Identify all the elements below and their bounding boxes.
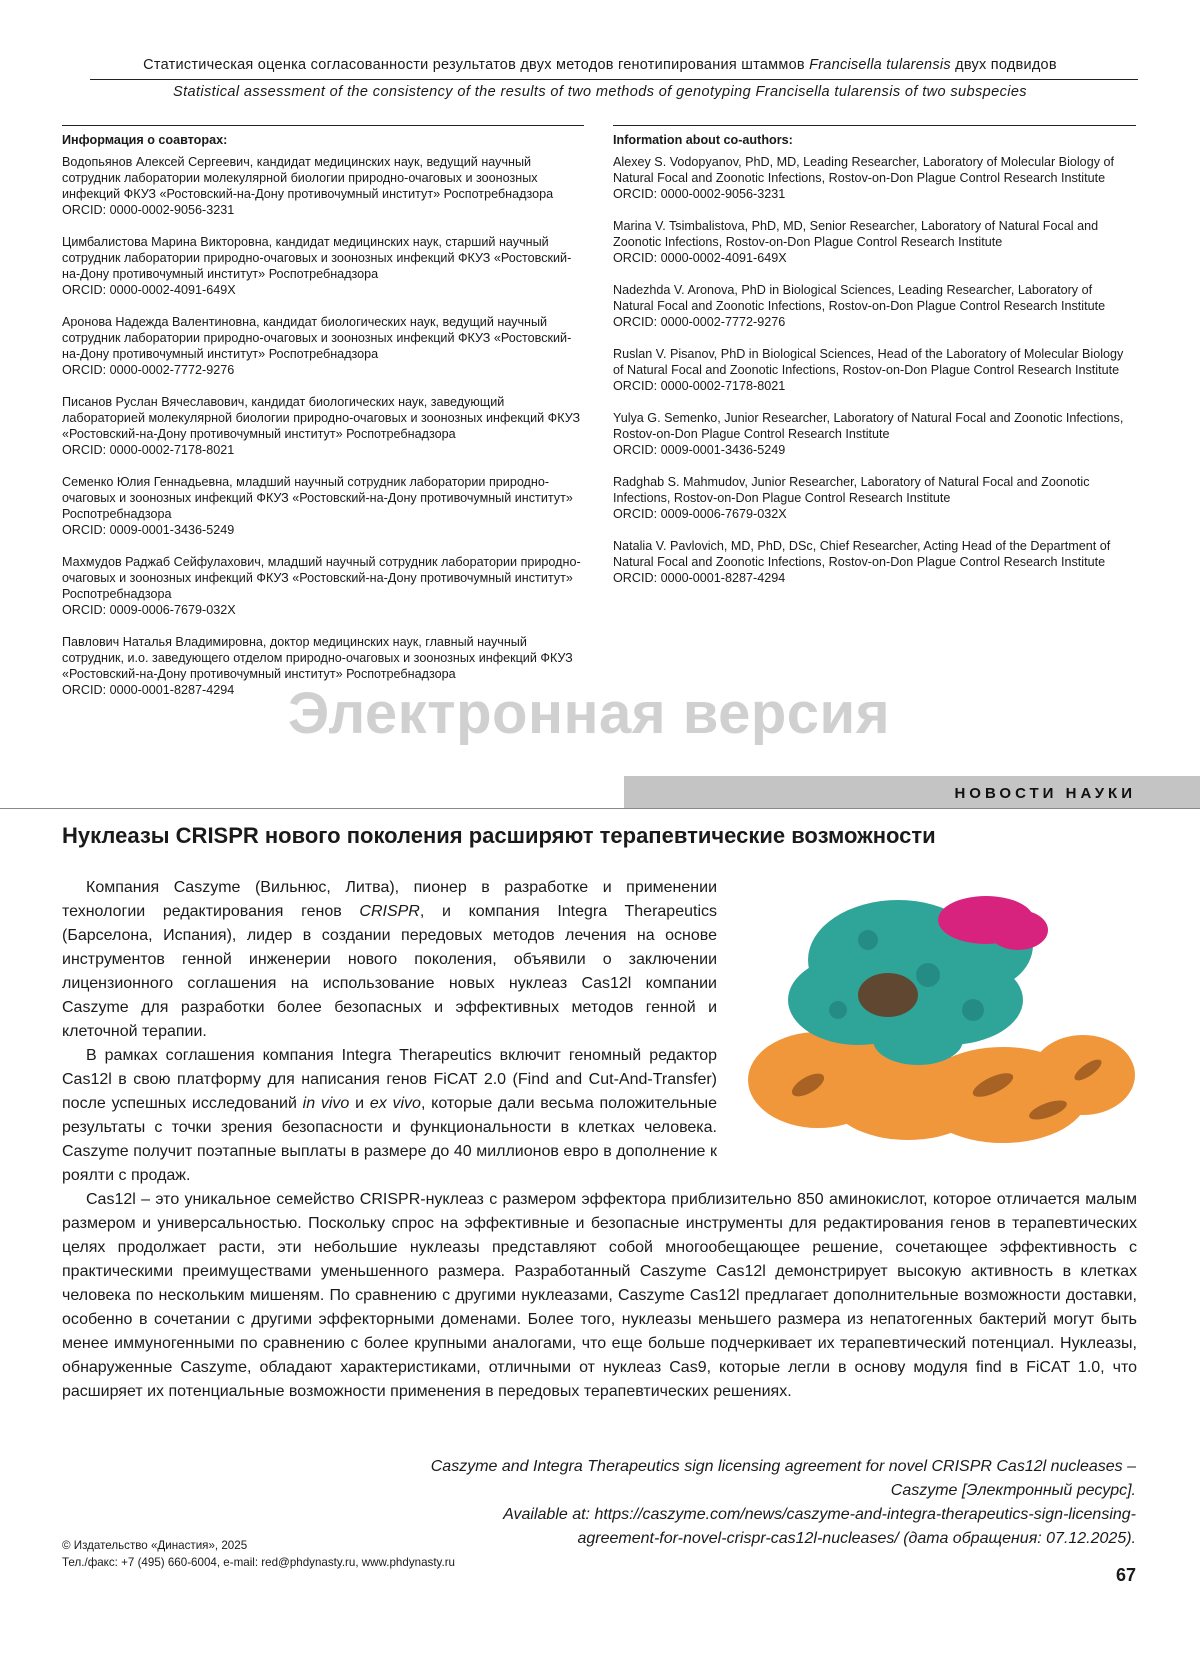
coauthors-ru — [62, 125, 584, 714]
section-label: НОВОСТИ НАУКИ — [954, 785, 1136, 802]
author-en: Ruslan V. Pisanov, PhD in Biological Sciences, Head of the Laboratory of Molecular Biology of Natural Focal and Zoonotic Infections, Rostov-on-Don Plague Control Research Institute ORCID: 0000-0002-7178-8021 — [613, 346, 1136, 394]
orcid: ORCID: 0000-0002-9056-3231 — [62, 203, 235, 217]
orcid: ORCID: 0000-0002-9056-3231 — [613, 187, 786, 201]
header-rule — [90, 79, 1138, 80]
paragraph-1: Компания Caszyme (Вильнюс, Литва), пионер в разработке и применении технологии редактирования генов CRISPR, и компания Integra Therapeutics (Барселона, Испания), лидер в создании передовых методов лечения на основе инструментов генной инженерии нового поколения, объявили о заключении лицензионного соглашения на использование новых нуклеаз Cas12l компании Caszyme для разработки более безопасных и эффективных методов генной и клеточной терапии. — [62, 879, 718, 1040]
reference: Caszyme and Integra Therapeutics sign licensing agreement for novel CRISPR Cas12l nucleases – Caszyme [Электронный ресурс]. Available at: https://caszyme.com/news/caszyme-and-integra-therapeutics-sign-licensing- agreement-for-novel-crispr-cas12l-nucleases/ (дата обращения: 07.12.2025). — [430, 1458, 1136, 1547]
orcid: ORCID: 0009-0006-7679-032X — [62, 603, 236, 617]
author-ru: Павлович Наталья Владимировна, доктор медицинских наук, главный научный сотрудник, и.о. заведующего отделом природно-очаговых и зоонозных инфекций ФКУЗ «Ростовский-на-Дону противочумный институт» Роспотребнадзора ORCID: 0000-0001-8287-4294 — [62, 634, 584, 698]
orcid: ORCID: 0009-0001-3436-5249 — [62, 523, 235, 537]
orcid: ORCID: 0000-0002-7772-9276 — [613, 315, 786, 329]
page-number: 67 — [1115, 1565, 1136, 1585]
author-en: Yulya G. Semenko, Junior Researcher, Laboratory of Natural Focal and Zoonotic Infections, Rostov-on-Don Plague Control Research Institute ORCID: 0009-0001-3436-5249 — [613, 410, 1136, 458]
author-ru: Махмудов Раджаб Сейфулахович, младший научный сотрудник лаборатории природно-очаговых и зоонозных инфекций ФКУЗ «Ростовский-на-Дону противочумный институт» Роспотребнадзора ORCID: 0009-0006-7679-032X — [62, 554, 584, 618]
species-name: Francisella tularensis — [809, 57, 951, 73]
author-en: Natalia V. Pavlovich, MD, PhD, DSc, Chief Researcher, Acting Head of the Department of Natural Focal and Zoonotic Infections, Rostov-on-Don Plague Control Research Institute ORCID: 0000-0001-8287-4294 — [613, 538, 1136, 586]
author-ru: Водопьянов Алексей Сергеевич, кандидат медицинских наук, ведущий научный сотрудник лаборатории молекулярной биологии природно-очаговых и зоонозных инфекций ФКУЗ «Ростовский-на-Дону противочумный институт» Роспотребнадзора ORCID: 0000-0002-9056-3231 — [62, 154, 584, 218]
paragraph-2: В рамках соглашения компания Integra Therapeutics включит геномный редактор Cas12l в свою платформу для написания генов FiCAT 2.0 (Find and Cut-And-Transfer) после успешных исследований in vivo и ex vivo, которые дали весьма положительные результаты с точки зрения безопасности и функциональности в клетках человека. Caszyme получит поэтапные выплаты в размере до 40 миллионов евро в дополнение к роялти с продаж. — [62, 1047, 718, 1184]
author-ru: Писанов Руслан Вячеславович, кандидат биологических наук, заведующий лабораторией молекулярной биологии природно-очаговых и зоонозных инфекций ФКУЗ «Ростовский-на-Дону противочумный институт» Роспотребнадзора ORCID: 0000-0002-7178-8021 — [62, 394, 584, 458]
watermark: Электронная версия — [288, 681, 891, 746]
orcid: ORCID: 0000-0001-8287-4294 — [62, 683, 235, 697]
author-ru: Цимбалистова Марина Викторовна, кандидат медицинских наук, старший научный сотрудник лаборатории природно-очаговых и зоонозных инфекций ФКУЗ «Ростовский-на-Дону противочумный институт» Роспотребнадзора ORCID: 0000-0002-4091-649X — [62, 234, 584, 298]
author-en: Nadezhda V. Aronova, PhD in Biological Sciences, Leading Researcher, Laboratory of Natural Focal and Zoonotic Infections, Rostov-on-Don Plague Control Research Institute ORCID: 0000-0002-7772-9276 — [613, 282, 1136, 330]
coauthors-en-heading: Information about co-authors: — [613, 133, 793, 147]
protein-structure-illustration — [748, 880, 1136, 1160]
orcid: ORCID: 0000-0002-4091-649X — [62, 283, 236, 297]
copyright: © Издательство «Династия», 2025 — [62, 1539, 248, 1552]
paragraph-3: Cas12l – это уникальное семейство CRISPR-нуклеаз с размером эффектора приблизительно 850 аминокислот, которое отличается малым размером и универсальностью. Поскольку спрос на эффективные и безопасные инструменты для редактирования генов в терапевтических целях продолжает расти, эти небольшие нуклеазы представляют собой многообещающее решение, сочетающее эффективность с практическими преимуществами уменьшенного размера. Разработанный Caszyme Cas12l демонстрирует высокую активность в клетках человека по нескольким мишеням. По сравнению с другими нуклеазами, Caszyme Cas12l предлагает дополнительные возможности доставки, особенно в сочетании с другими эффекторными доменами. Более того, нуклеазы меньшего размера из непатогенных бактерий могут быть менее иммуногенными по сравнению с более крупными аналогами, что еще больше подчеркивает их терапевтический потенциал. Нуклеазы, обнаруженные Caszyme, обладают характеристиками, отличными от нуклеаз Cas9, которые легли в основу модуля find в FiCAT 1.0, что расширяет их потенциальные возможности применения в передовых терапевтических решениях. — [62, 1191, 1137, 1400]
orcid: ORCID: 0000-0002-7772-9276 — [62, 363, 235, 377]
orcid: ORCID: 0000-0002-7178-8021 — [613, 379, 786, 393]
orcid: ORCID: 0000-0002-7178-8021 — [62, 443, 235, 457]
running-header-ru: Статистическая оценка согласованности результатов двух методов генотипирования штаммов Francisella tularensis двух подвидов — [143, 57, 1057, 73]
section-rule — [0, 808, 1200, 809]
orcid: ORCID: 0009-0001-3436-5249 — [613, 443, 786, 457]
author-en: Alexey S. Vodopyanov, PhD, MD, Leading Researcher, Laboratory of Molecular Biology of Natural Focal and Zoonotic Infections, Rostov-on-Don Plague Control Research Institute ORCID: 0000-0002-9056-3231 — [613, 154, 1136, 202]
article-title: Нуклеазы CRISPR нового поколения расширяют терапевтические возможности — [62, 823, 936, 848]
author-ru: Семенко Юлия Геннадьевна, младший научный сотрудник лаборатории природно-очаговых и зоонозных инфекций ФКУЗ «Ростовский-на-Дону противочумный институт» Роспотребнадзора ORCID: 0009-0001-3436-5249 — [62, 474, 584, 538]
coauthors-ru-heading: Информация о соавторах: — [62, 133, 228, 147]
author-en: Radghab S. Mahmudov, Junior Researcher, Laboratory of Natural Focal and Zoonotic Infections, Rostov-on-Don Plague Control Research Institute ORCID: 0009-0006-7679-032X — [613, 474, 1136, 522]
running-header-en: Statistical assessment of the consistency of the results of two methods of genotyping Francisella tularensis of two subspecies — [173, 84, 1027, 100]
coauthors-en — [613, 125, 1136, 602]
contacts: Тел./факс: +7 (495) 660-6004, e-mail: red@phdynasty.ru, www.phdynasty.ru — [62, 1556, 456, 1569]
orcid: ORCID: 0000-0001-8287-4294 — [613, 571, 786, 585]
footer — [62, 1537, 455, 1571]
author-en: Marina V. Tsimbalistova, PhD, MD, Senior Researcher, Laboratory of Natural Focal and Zoonotic Infections, Rostov-on-Don Plague Control Research Institute ORCID: 0000-0002-4091-649X — [613, 218, 1136, 266]
orcid: ORCID: 0009-0006-7679-032X — [613, 507, 787, 521]
orcid: ORCID: 0000-0002-4091-649X — [613, 251, 787, 265]
author-ru: Аронова Надежда Валентиновна, кандидат биологических наук, ведущий научный сотрудник лаборатории природно-очаговых и зоонозных инфекций ФКУЗ «Ростовский-на-Дону противочумный институт» Роспотребнадзора ORCID: 0000-0002-7772-9276 — [62, 314, 584, 378]
